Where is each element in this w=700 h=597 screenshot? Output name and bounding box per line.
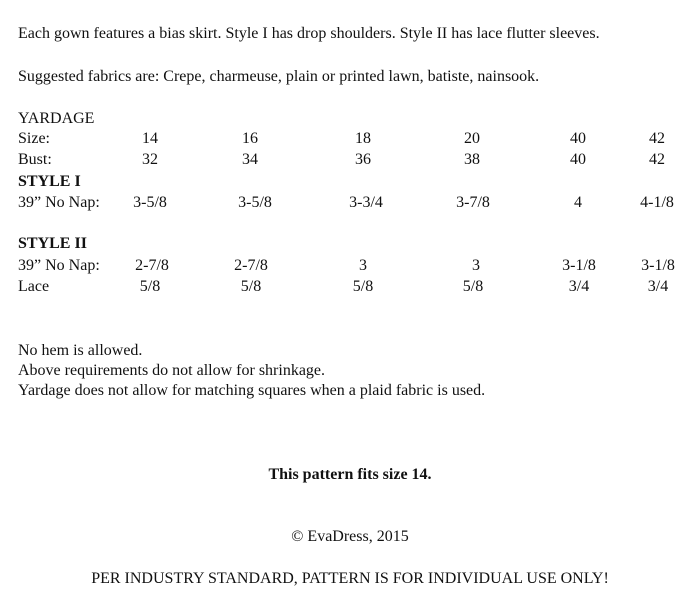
style1-nonap-value: 3-3/4 <box>349 194 383 211</box>
size-value: 40 <box>570 130 586 147</box>
style2-lace-label: Lace <box>18 278 50 295</box>
style1-nonap-label: 39” No Nap: <box>18 194 100 211</box>
note-line: Yardage does not allow for matching squares when a plaid fabric is used. <box>18 382 486 399</box>
yardage-heading: YARDAGE <box>18 110 95 127</box>
style2-lace-value: 5/8 <box>139 278 161 295</box>
style1-nonap-value: 3-7/8 <box>456 194 490 211</box>
fit-note: This pattern fits size 14. <box>268 466 432 483</box>
bust-value: 34 <box>242 151 258 168</box>
note-line: No hem is allowed. <box>18 342 143 359</box>
style2-lace-value: 5/8 <box>240 278 262 295</box>
style2-lace-value: 5/8 <box>352 278 374 295</box>
size-value: 18 <box>355 130 371 147</box>
style1-heading: STYLE I <box>18 173 81 190</box>
bust-label: Bust: <box>18 151 52 168</box>
style2-nonap-value: 3-1/8 <box>562 257 596 274</box>
style2-lace-value: 3/4 <box>568 278 590 295</box>
bust-value: 32 <box>142 151 158 168</box>
style2-nonap-value: 3-1/8 <box>641 257 675 274</box>
size-value: 16 <box>242 130 258 147</box>
style1-nonap-value: 3-5/8 <box>133 194 167 211</box>
style2-nonap-value: 2-7/8 <box>234 257 268 274</box>
size-label: Size: <box>18 130 50 147</box>
fabrics-text: Suggested fabrics are: Crepe, charmeuse, plain or printed lawn, batiste, nainsook. <box>18 68 540 85</box>
bust-value: 36 <box>355 151 371 168</box>
style2-lace-value: 5/8 <box>462 278 484 295</box>
style2-nonap-value: 3 <box>359 257 367 274</box>
features-text: Each gown features a bias skirt. Style I has drop shoulders. Style II has lace flutter sleeves. <box>18 25 600 42</box>
size-value: 42 <box>649 130 665 147</box>
style2-nonap-value: 3 <box>472 257 480 274</box>
bust-value: 42 <box>649 151 665 168</box>
size-value: 20 <box>464 130 480 147</box>
style2-nonap-value: 2-7/8 <box>135 257 169 274</box>
style2-nonap-label: 39” No Nap: <box>18 257 100 274</box>
style2-lace-value: 3/4 <box>647 278 669 295</box>
style1-nonap-value: 4 <box>574 194 582 211</box>
style1-nonap-value: 4-1/8 <box>640 194 674 211</box>
bust-value: 38 <box>464 151 480 168</box>
bust-value: 40 <box>570 151 586 168</box>
style1-nonap-value: 3-5/8 <box>238 194 272 211</box>
note-line: Above requirements do not allow for shrinkage. <box>18 362 326 379</box>
style2-heading: STYLE II <box>18 235 87 252</box>
size-value: 14 <box>142 130 158 147</box>
disclaimer: PER INDUSTRY STANDARD, PATTERN IS FOR INDIVIDUAL USE ONLY! <box>91 570 609 587</box>
copyright: © EvaDress, 2015 <box>291 528 409 545</box>
